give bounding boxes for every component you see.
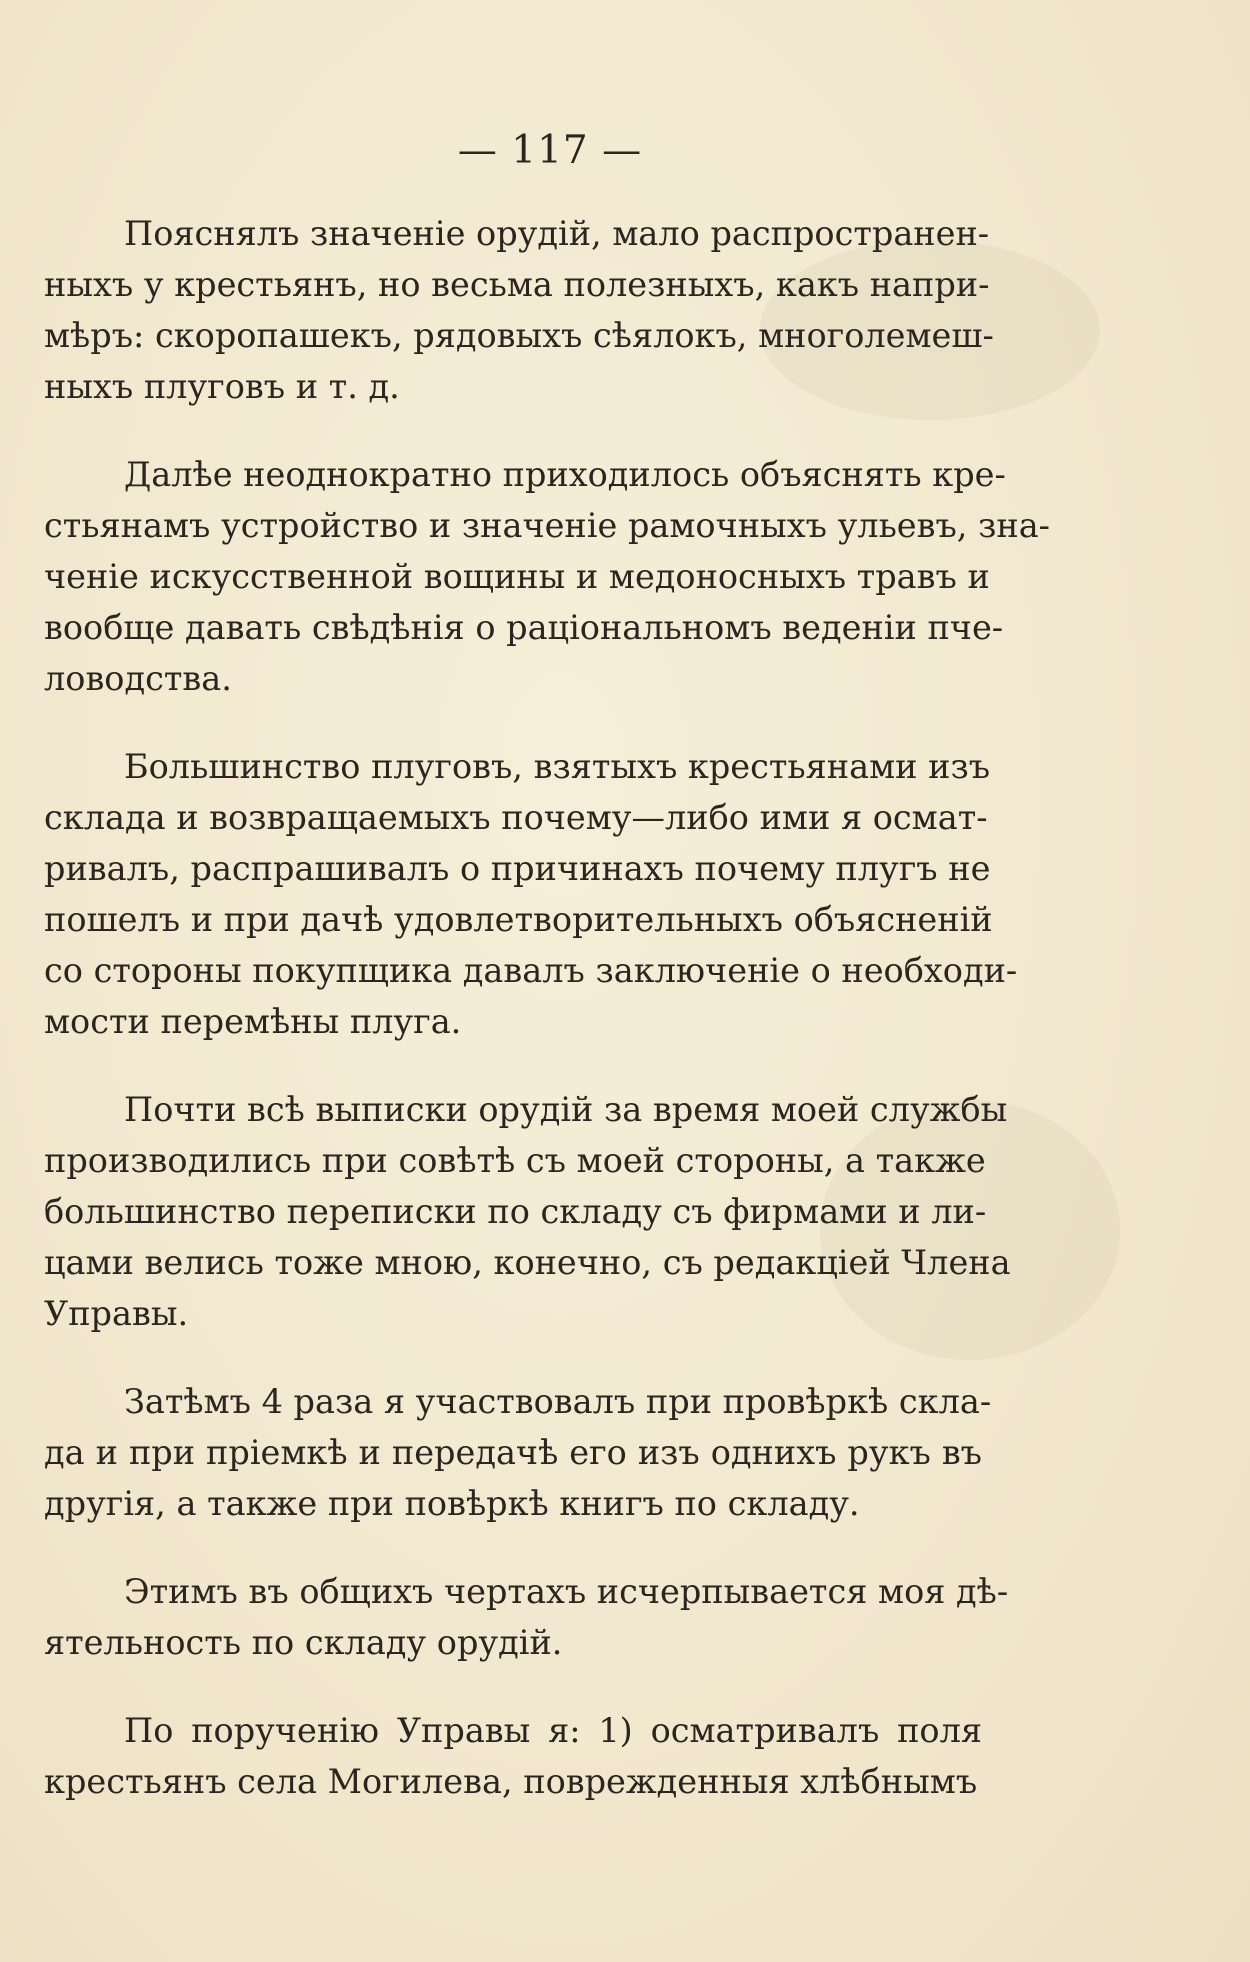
text-line: Далѣе неоднократно приходилось объяснять кре- bbox=[124, 455, 1006, 494]
text-line: со стороны покупщика давалъ заключенie о необходи- bbox=[44, 951, 1018, 990]
page-number: — 117 — bbox=[457, 128, 643, 173]
text-line: стьянамъ устройство и значенie рамочныхъ ульевъ, зна- bbox=[44, 506, 1050, 545]
text-line: Пояснялъ значенie орудiй, мало распространен- bbox=[124, 214, 990, 253]
text-line: ловодства. bbox=[44, 659, 232, 698]
paragraph bbox=[44, 1566, 1009, 1668]
text-line: Почти всѣ выписки орудiй за время моей службы bbox=[124, 1090, 1008, 1129]
text-line: да и при прieмкѣ и передачѣ его изъ однихъ рукъ въ bbox=[44, 1433, 982, 1472]
text-line: ченie искусственной вощины и медоносныхъ травъ и bbox=[44, 557, 990, 596]
text-line: Этимъ въ общихъ чертахъ исчерпывается моя дѣ- bbox=[124, 1572, 1009, 1611]
text-line: пошелъ и при дачѣ удовлетворительныхъ объясненiй bbox=[44, 900, 993, 939]
paragraph bbox=[44, 1084, 1011, 1339]
text-line: мѣръ: скоропашекъ, рядовыхъ сѣялокъ, многолемеш- bbox=[44, 316, 994, 355]
paragraph bbox=[44, 208, 994, 412]
paragraph bbox=[44, 1705, 982, 1807]
text-line: другiя, а также при повѣркѣ книгъ по складу. bbox=[44, 1484, 860, 1523]
text-line: цами велись тоже мною, конечно, съ редакцiей Члена bbox=[44, 1243, 1011, 1282]
paragraph bbox=[44, 741, 1018, 1047]
text-line: крестьянъ села Могилева, поврежденныя хлѣбнымъ bbox=[44, 1762, 978, 1801]
text-line: вообще давать свѣдѣнiя о рацiональномъ веденiи пче- bbox=[44, 608, 1004, 647]
body-text bbox=[44, 208, 1050, 1844]
text-line: По порученiю Управы я: 1) осматривалъ поля bbox=[124, 1711, 982, 1750]
paragraph bbox=[44, 1376, 992, 1529]
paragraph bbox=[44, 449, 1050, 704]
text-line: ривалъ, распрашивалъ о причинахъ почему плугъ не bbox=[44, 849, 991, 888]
text-line: большинство переписки по складу съ фирмами и ли- bbox=[44, 1192, 987, 1231]
text-line: мости перемѣны плуга. bbox=[44, 1002, 462, 1041]
text-line: склада и возвращаемыхъ почему—либо ими я осмат- bbox=[44, 798, 988, 837]
text-line: Большинство плуговъ, взятыхъ крестьянами изъ bbox=[124, 747, 991, 786]
text-line: Управы. bbox=[44, 1294, 189, 1333]
text-line: ятельность по складу орудiй. bbox=[44, 1623, 563, 1662]
text-line: производились при совѣтѣ съ моей стороны, а также bbox=[44, 1141, 986, 1180]
text-line: ныхъ плуговъ и т. д. bbox=[44, 367, 400, 406]
text-line: ныхъ у крестьянъ, но весьма полезныхъ, какъ напри- bbox=[44, 265, 990, 304]
text-line: Затѣмъ 4 раза я участвовалъ при провѣркѣ скла- bbox=[124, 1382, 992, 1421]
